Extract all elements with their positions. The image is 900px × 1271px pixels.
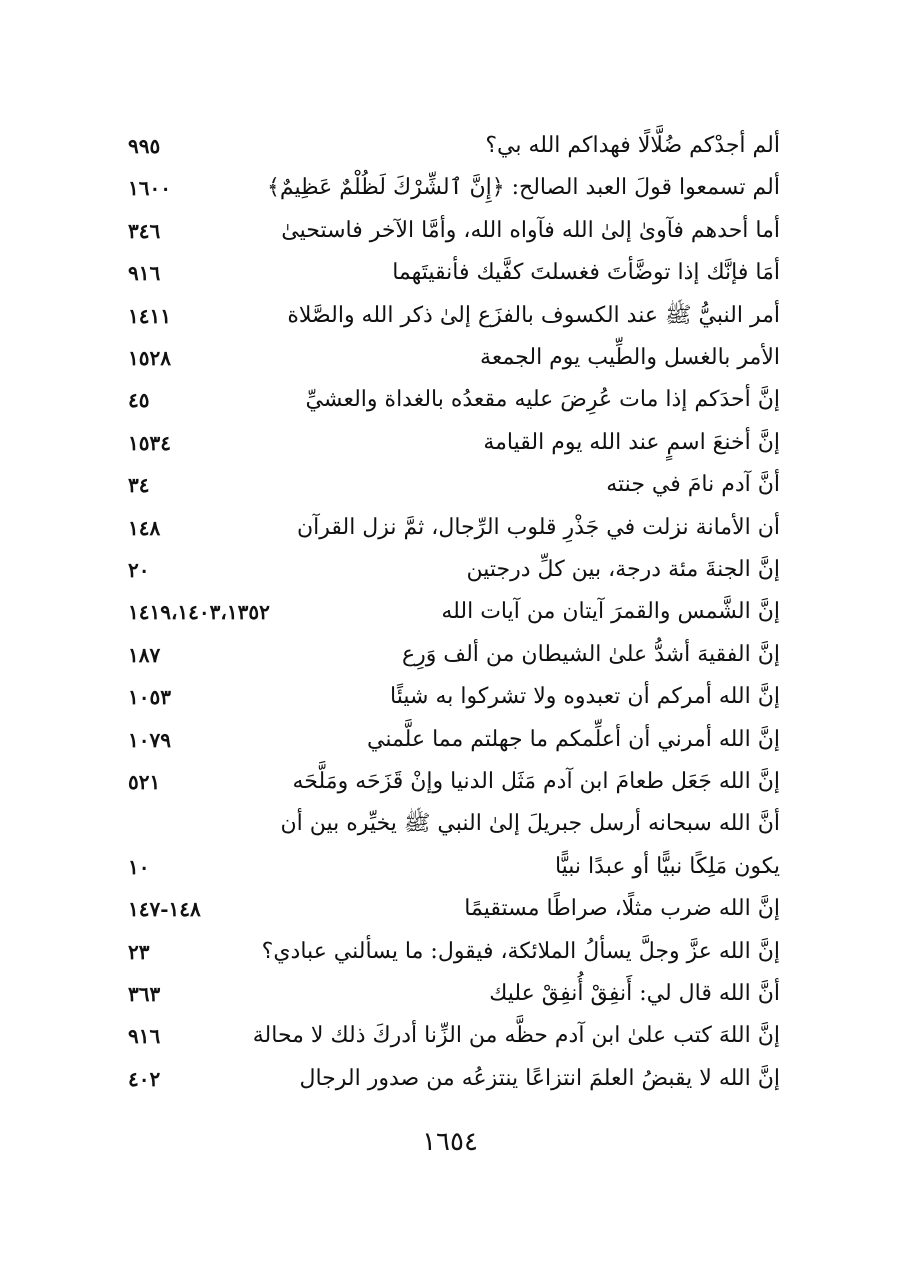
entry-text: إنَّ الشَّمس والقمرَ آيتان من آيات الله xyxy=(441,599,780,625)
index-entry xyxy=(120,382,780,424)
entry-text: إنَّ الله ضرب مثلًا، صراطًا مستقيمًا xyxy=(464,896,780,922)
entry-page-numbers: ٣٦٣ xyxy=(128,982,161,1006)
entry-text: أمر النبيُّ ﷺ عند الكسوف بالفزَع إلىٰ ذكر الله والصَّلاة xyxy=(287,302,780,328)
index-entry xyxy=(120,552,780,594)
entry-text: إنَّ أحدَكم إذا مات عُرِضَ عليه مقعدُه بالغداة والعشيِّ xyxy=(305,387,780,413)
entry-text: إنَّ الله جَعَل طعامَ ابن آدم مَثَل الدنيا وإنْ قَزَحَه ومَلَّحَه xyxy=(292,769,780,794)
index-entry xyxy=(120,340,780,382)
entry-text: أمَا فإنَّك إذا توضَّأتَ فغسلتَ كفَّيك فأنقيتَهما xyxy=(392,260,780,286)
entry-text: إنَّ الله أمرني أن أعلِّمكم ما جهلتم مما علَّمني xyxy=(366,726,780,752)
entry-page-numbers: ١٠٧٩ xyxy=(128,727,171,752)
entry-page-numbers: ١٨٧ xyxy=(128,642,161,667)
entry-text: إنَّ اللهَ كتب علىٰ ابن آدم حظَّه من الزِّنا أدركَ ذلك لا محالة xyxy=(252,1023,780,1049)
index-entry xyxy=(120,849,780,891)
entry-page-numbers: ٢٣ xyxy=(128,939,150,964)
index-entry xyxy=(120,594,780,636)
index-entry xyxy=(120,679,780,721)
index-entry xyxy=(120,934,780,976)
entry-page-numbers: ٣٤ xyxy=(128,473,150,498)
entry-page-numbers: ١٤١١ xyxy=(128,303,171,328)
entry-page-numbers: ٩١٦ xyxy=(128,1024,161,1049)
entry-text: يكون مَلِكًا نبيًّا أو عبدًا نبيًّا xyxy=(554,853,780,879)
index-entry xyxy=(120,510,780,552)
index-entry xyxy=(120,170,780,212)
entry-page-numbers: ١٥٢٨ xyxy=(128,346,171,370)
index-entry xyxy=(120,976,780,1018)
entry-text: ألم أجدْكم ضُلَّالًا فهداكم الله بي؟ xyxy=(485,133,780,158)
index-entry xyxy=(120,722,780,764)
entry-page-numbers: ١٤١٩،١٤٠٣،١٣٥٢ xyxy=(128,600,270,625)
index-entry xyxy=(120,637,780,679)
entry-page-numbers: ٤٥ xyxy=(128,388,150,413)
entry-page-numbers: ١٠٥٣ xyxy=(128,685,171,710)
entry-text: أن الأمانة نزلت في جَذْرِ قلوب الرِّجال، ثمَّ نزل القرآن xyxy=(296,514,780,540)
index-entry xyxy=(120,298,780,340)
page-number: ١٦٥٤ xyxy=(422,1127,478,1157)
index-entry xyxy=(120,425,780,467)
entry-page-numbers: ٤٠٢ xyxy=(128,1066,161,1091)
entry-page-numbers: ١٤٨ xyxy=(128,515,161,540)
entry-text: أما أحدهم فآوىٰ إلىٰ الله فآواه الله، وأمَّا الآخر فاستحيىٰ xyxy=(281,217,780,243)
index-entry xyxy=(120,806,780,848)
entry-text: إنَّ الله عزَّ وجلَّ يسألُ الملائكة، فيقول: ما يسألني عبادي؟ xyxy=(261,938,780,964)
entry-text: الأمر بالغسل والطِّيب يوم الجمعة xyxy=(480,345,780,370)
entry-text: إنَّ الله أمركم أن تعبدوه ولا تشركوا به شيئًا xyxy=(390,684,780,710)
entry-page-numbers: ٢٠ xyxy=(128,558,150,582)
entry-text: إنَّ الله لا يقبضُ العلمَ انتزاعًا ينتزعُه من صدور الرجال xyxy=(299,1065,780,1091)
index-entry xyxy=(120,467,780,509)
entry-page-numbers: ٥٢١ xyxy=(128,770,161,794)
entry-text: إنَّ الجنةَ مئة درجة، بين كلِّ درجتين xyxy=(466,557,780,582)
entry-page-numbers: ١٥٣٤ xyxy=(128,430,171,455)
entry-text: إنَّ أخنعَ اسمٍ عند الله يوم القيامة xyxy=(483,429,780,455)
entry-page-numbers: ١٤٨-١٤٧ xyxy=(128,897,201,922)
entry-page-numbers: ٣٤٦ xyxy=(128,218,161,243)
entry-page-numbers: ٩١٦ xyxy=(128,261,161,286)
entry-text: أنَّ الله قال لي: أَنفِقْ أُنفِقْ عليك xyxy=(489,981,780,1006)
entry-page-numbers: ١٠ xyxy=(128,854,150,879)
entry-text: أنَّ الله سبحانه أرسل جبريلَ إلىٰ النبي ﷺ يخيِّره بين أن xyxy=(280,811,780,837)
entry-page-numbers: ١٦٠٠ xyxy=(128,176,171,201)
entry-page-numbers: ٩٩٥ xyxy=(128,134,161,158)
entry-text: ألم تسمعوا قولَ العبد الصالح: ﴿إِنَّ ٱلشِّرْكَ لَظُلْمٌ عَظِيمٌ﴾ xyxy=(266,175,780,201)
index-entry xyxy=(120,213,780,255)
index-entry xyxy=(120,891,780,933)
index-entry xyxy=(120,1061,780,1103)
entry-text: إنَّ الفقيهَ أشدُّ علىٰ الشيطان من ألف وَرِع xyxy=(401,641,780,667)
index-entry xyxy=(120,255,780,297)
index-entry xyxy=(120,1018,780,1060)
entry-text: أنَّ آدم نامَ في جنته xyxy=(606,472,780,498)
index-entry xyxy=(120,128,780,170)
index-entry xyxy=(120,764,780,806)
